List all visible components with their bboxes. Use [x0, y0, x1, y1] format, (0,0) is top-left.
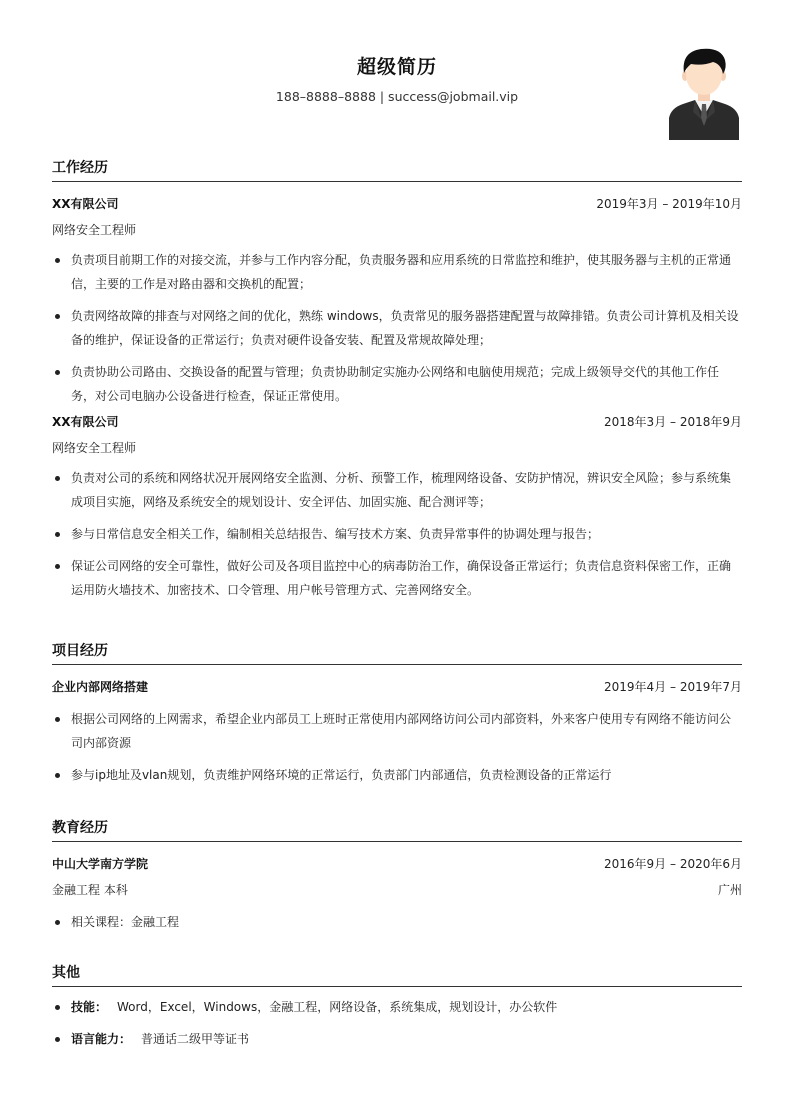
company-name: XX有限公司	[52, 415, 119, 429]
job-header	[52, 196, 742, 212]
list-item: 负责网络故障的排查与对网络之间的优化，熟练 windows，负责常见的服务器搭建配置与故障排错。负责公司计算机及相关设备的维护，保证设备的正常运行；负责对硬件设备安装、配置及常规故障处理；	[52, 304, 742, 352]
job-role	[52, 440, 742, 456]
list-item: 相关课程：金融工程	[52, 910, 742, 934]
job-period: 2018年3月 – 2018年9月	[604, 415, 742, 429]
resume-name: 超级简历	[356, 56, 437, 78]
education-period: 2016年9月 – 2020年6月	[604, 857, 742, 871]
education-section	[52, 818, 742, 934]
project-experience-section	[52, 641, 742, 787]
project-name: 企业内部网络搭建	[52, 680, 149, 694]
section-title-education: 教育经历	[52, 818, 742, 842]
company-name: XX有限公司	[52, 197, 119, 211]
education-bullets	[52, 910, 742, 934]
section-title-other: 其他	[52, 963, 742, 987]
job-role	[52, 222, 742, 238]
language-item	[52, 1027, 742, 1051]
job-entry	[52, 196, 742, 408]
other-section	[52, 963, 742, 1051]
skills-value: Word，Excel，Windows，金融工程，网络设备，系统集成，规划设计，办公软件	[117, 1000, 558, 1014]
job-period: 2019年3月 – 2019年10月	[596, 197, 742, 211]
job-role-text: 网络安全工程师	[52, 223, 137, 237]
section-title-work: 工作经历	[52, 158, 742, 182]
list-item: 负责项目前期工作的对接交流，并参与工作内容分配，负责服务器和应用系统的日常监控和维护，使其服务器与主机的正常通信，主要的工作是对路由器和交换机的配置；	[52, 248, 742, 296]
project-header	[52, 679, 742, 695]
list-item: 参与日常信息安全相关工作，编制相关总结报告、编写技术方案、负责异常事件的协调处理与报告；	[52, 522, 742, 546]
list-item: 参与ip地址及vlan规划，负责维护网络环境的正常运行，负责部门内部通信，负责检测设备的正常运行	[52, 763, 742, 787]
job-entry	[52, 414, 742, 602]
list-item: 负责协助公司路由、交换设备的配置与管理；负责协助制定实施办公网络和电脑使用规范；完成上级领导交代的其他工作任务，对公司电脑办公设备进行检查，保证正常使用。	[52, 360, 742, 408]
other-bullets	[52, 995, 742, 1051]
major-degree: 金融工程 本科	[52, 883, 128, 897]
list-item: 负责对公司的系统和网络状况开展网络安全监测、分析、预警工作，梳理网络设备、安防护情况，辨识安全风险；参与系统集成项目实施，网络及系统安全的规划设计、安全评估、加固实施、配合测评等；	[52, 466, 742, 514]
skills-item	[52, 995, 742, 1019]
project-bullets	[52, 707, 742, 787]
section-title-project: 项目经历	[52, 641, 742, 665]
list-item: 根据公司网络的上网需求，希望企业内部员工上班时正常使用内部网络访问公司内部资料，外来客户使用专有网络不能访问公司内部资源	[52, 707, 742, 755]
skills-label: 技能：	[71, 1000, 108, 1014]
contact-info: 188–8888–8888 | success@jobmail.vip	[275, 89, 519, 104]
work-experience-section	[52, 158, 742, 602]
job-header	[52, 414, 742, 430]
job-role-text: 网络安全工程师	[52, 441, 137, 455]
job-bullets	[52, 248, 742, 408]
list-item: 保证公司网络的安全可靠性，做好公司及各项目监控中心的病毒防治工作，确保设备正常运行；负责信息资料保密工作，正确运用防火墙技术、加密技术、口令管理、用户帐号管理方式、完善网络安全。	[52, 554, 742, 602]
language-label: 语言能力：	[71, 1032, 132, 1046]
resume-page	[52, 0, 742, 1046]
resume-header	[52, 0, 742, 150]
language-value: 普通话二级甲等证书	[141, 1032, 250, 1046]
school-name: 中山大学南方学院	[52, 857, 149, 871]
education-header	[52, 856, 742, 872]
avatar	[669, 46, 739, 140]
school-location: 广州	[717, 883, 742, 897]
job-bullets	[52, 466, 742, 602]
project-period: 2019年4月 – 2019年7月	[604, 680, 742, 694]
education-detail	[52, 882, 742, 898]
